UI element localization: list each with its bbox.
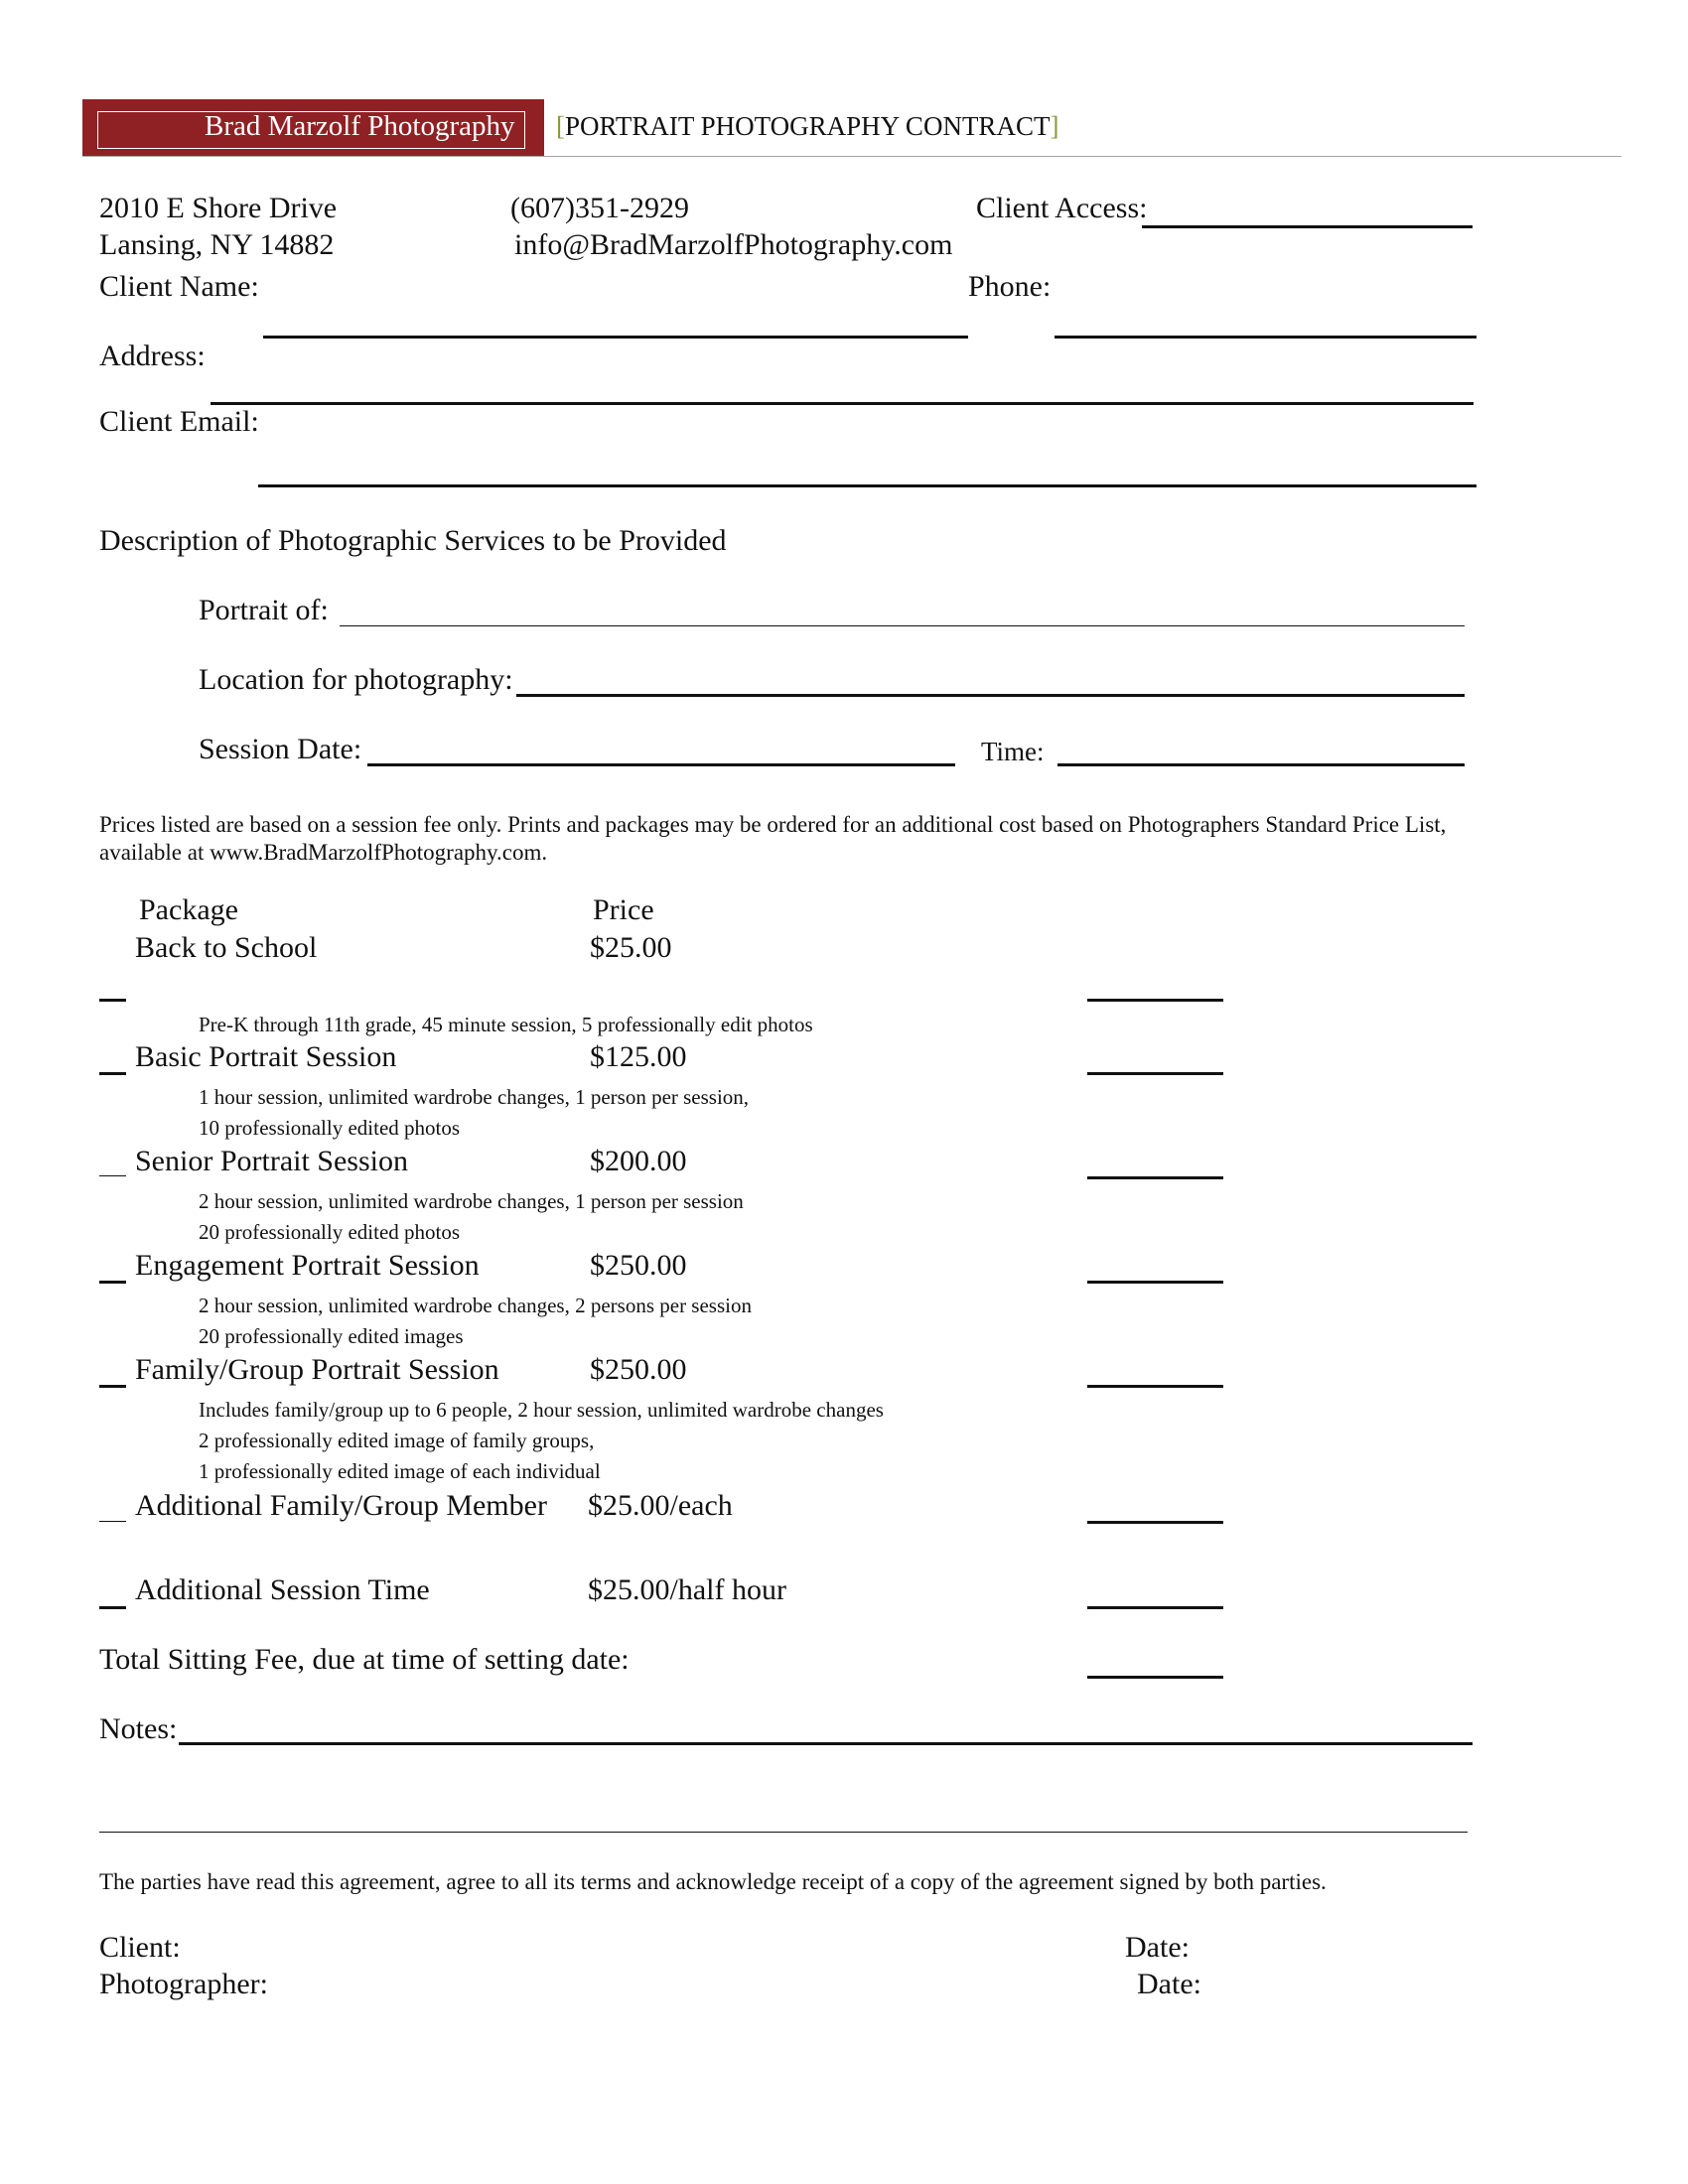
- session-time-field[interactable]: [1057, 763, 1465, 766]
- price-column-header: Price: [593, 893, 654, 926]
- header-rule: [82, 156, 1621, 157]
- session-time-label: Time:: [981, 737, 1045, 766]
- total-fee-field[interactable]: [1087, 1676, 1223, 1679]
- package-desc-family-group-2: 2 professionally edited image of family groups,: [199, 1429, 595, 1452]
- session-date-label: Session Date:: [199, 733, 362, 765]
- portrait-of-label: Portrait of:: [199, 594, 329, 626]
- package-amount-basic-portrait[interactable]: [1087, 1072, 1223, 1075]
- package-checkbox-family-group[interactable]: [99, 1385, 126, 1388]
- package-desc-basic-portrait-1: 1 hour session, unlimited wardrobe changes, 1 person per session,: [199, 1085, 750, 1109]
- client-date-label: Date:: [1125, 1931, 1190, 1964]
- package-name-family-group: Family/Group Portrait Session: [135, 1353, 499, 1386]
- package-desc-engagement-1: 2 hour session, unlimited wardrobe changes, 2 persons per session: [199, 1294, 752, 1317]
- notes-label: Notes:: [99, 1712, 178, 1745]
- pricing-note-line-1: Prices listed are based on a session fee only. Prints and packages may be ordered for an additional cost based on Photographers Standard Price List,: [99, 812, 1447, 837]
- brand-name: Brad Marzolf Photography: [205, 110, 515, 142]
- address-field[interactable]: [211, 402, 1474, 405]
- photographer-signature-label: Photographer:: [99, 1968, 268, 2000]
- studio-email: info@BradMarzolfPhotography.com: [514, 228, 953, 261]
- package-amount-additional-time[interactable]: [1087, 1606, 1223, 1609]
- pricing-note-line-2: available at www.BradMarzolfPhotography.com.: [99, 840, 548, 865]
- client-signature-label: Client:: [99, 1931, 181, 1964]
- package-checkbox-basic-portrait[interactable]: [99, 1072, 126, 1075]
- package-name-additional-time: Additional Session Time: [135, 1573, 430, 1606]
- package-name-additional-member: Additional Family/Group Member: [135, 1489, 547, 1522]
- package-price-additional-time: $25.00/half hour: [588, 1573, 786, 1606]
- notes-field-line-2[interactable]: [99, 1832, 1468, 1833]
- package-amount-additional-member[interactable]: [1087, 1521, 1223, 1524]
- package-name-back-to-school: Back to School: [135, 931, 318, 964]
- title-bracket-open: [: [556, 111, 565, 141]
- agreement-statement: The parties have read this agreement, agree to all its terms and acknowledge receipt of a copy of the agreement signed by both parties.: [99, 1869, 1327, 1894]
- title-bracket-close: ]: [1050, 111, 1059, 141]
- client-phone-field[interactable]: [1055, 336, 1477, 339]
- location-field[interactable]: [516, 694, 1465, 697]
- package-checkbox-additional-member[interactable]: [99, 1521, 126, 1522]
- package-desc-basic-portrait-2: 10 professionally edited photos: [199, 1116, 461, 1140]
- contract-title: [556, 111, 1058, 142]
- package-price-family-group: $250.00: [590, 1353, 687, 1386]
- contract-title-text: PORTRAIT PHOTOGRAPHY CONTRACT: [565, 111, 1051, 141]
- package-desc-senior-portrait-2: 20 professionally edited photos: [199, 1220, 461, 1244]
- package-checkbox-back-to-school[interactable]: [99, 999, 126, 1002]
- package-checkbox-engagement[interactable]: [99, 1281, 126, 1284]
- package-price-engagement: $250.00: [590, 1249, 687, 1282]
- package-price-senior-portrait: $200.00: [590, 1145, 687, 1177]
- photographer-date-label: Date:: [1137, 1968, 1201, 2000]
- package-desc-family-group-1: Includes family/group up to 6 people, 2 hour session, unlimited wardrobe changes: [199, 1398, 884, 1422]
- client-access-field[interactable]: [1142, 225, 1473, 228]
- total-fee-label: Total Sitting Fee, due at time of setting date:: [99, 1643, 630, 1676]
- client-access-label: Client Access:: [976, 192, 1148, 224]
- studio-phone: (607)351-2929: [510, 192, 689, 224]
- package-price-back-to-school: $25.00: [590, 931, 672, 964]
- package-desc-family-group-3: 1 professionally edited image of each individual: [199, 1459, 601, 1483]
- package-amount-back-to-school[interactable]: [1087, 999, 1223, 1002]
- package-name-senior-portrait: Senior Portrait Session: [135, 1145, 408, 1177]
- portrait-of-field[interactable]: [340, 625, 1465, 626]
- package-price-additional-member: $25.00/each: [588, 1489, 733, 1522]
- client-email-label: Client Email:: [99, 405, 259, 438]
- package-checkbox-senior-portrait[interactable]: [99, 1175, 126, 1176]
- session-date-field[interactable]: [367, 763, 955, 766]
- client-email-field[interactable]: [258, 484, 1477, 487]
- client-name-label: Client Name:: [99, 270, 259, 303]
- notes-field-line-1[interactable]: [179, 1742, 1473, 1745]
- package-amount-engagement[interactable]: [1087, 1281, 1223, 1284]
- services-heading: Description of Photographic Services to be Provided: [99, 524, 727, 557]
- package-desc-back-to-school: Pre-K through 11th grade, 45 minute session, 5 professionally edit photos: [199, 1013, 813, 1036]
- package-desc-engagement-2: 20 professionally edited images: [199, 1324, 464, 1348]
- package-amount-family-group[interactable]: [1087, 1385, 1223, 1388]
- location-label: Location for photography:: [199, 663, 513, 696]
- package-name-engagement: Engagement Portrait Session: [135, 1249, 480, 1282]
- address-label: Address:: [99, 340, 206, 372]
- package-price-basic-portrait: $125.00: [590, 1040, 687, 1073]
- package-checkbox-additional-time[interactable]: [99, 1606, 126, 1609]
- studio-street: 2010 E Shore Drive: [99, 192, 338, 224]
- studio-city: Lansing, NY 14882: [99, 228, 335, 261]
- package-amount-senior-portrait[interactable]: [1087, 1176, 1223, 1179]
- package-name-basic-portrait: Basic Portrait Session: [135, 1040, 397, 1073]
- package-desc-senior-portrait-1: 2 hour session, unlimited wardrobe changes, 1 person per session: [199, 1189, 744, 1213]
- client-phone-label: Phone:: [968, 270, 1052, 303]
- package-column-header: Package: [139, 893, 238, 926]
- client-name-field[interactable]: [263, 336, 968, 339]
